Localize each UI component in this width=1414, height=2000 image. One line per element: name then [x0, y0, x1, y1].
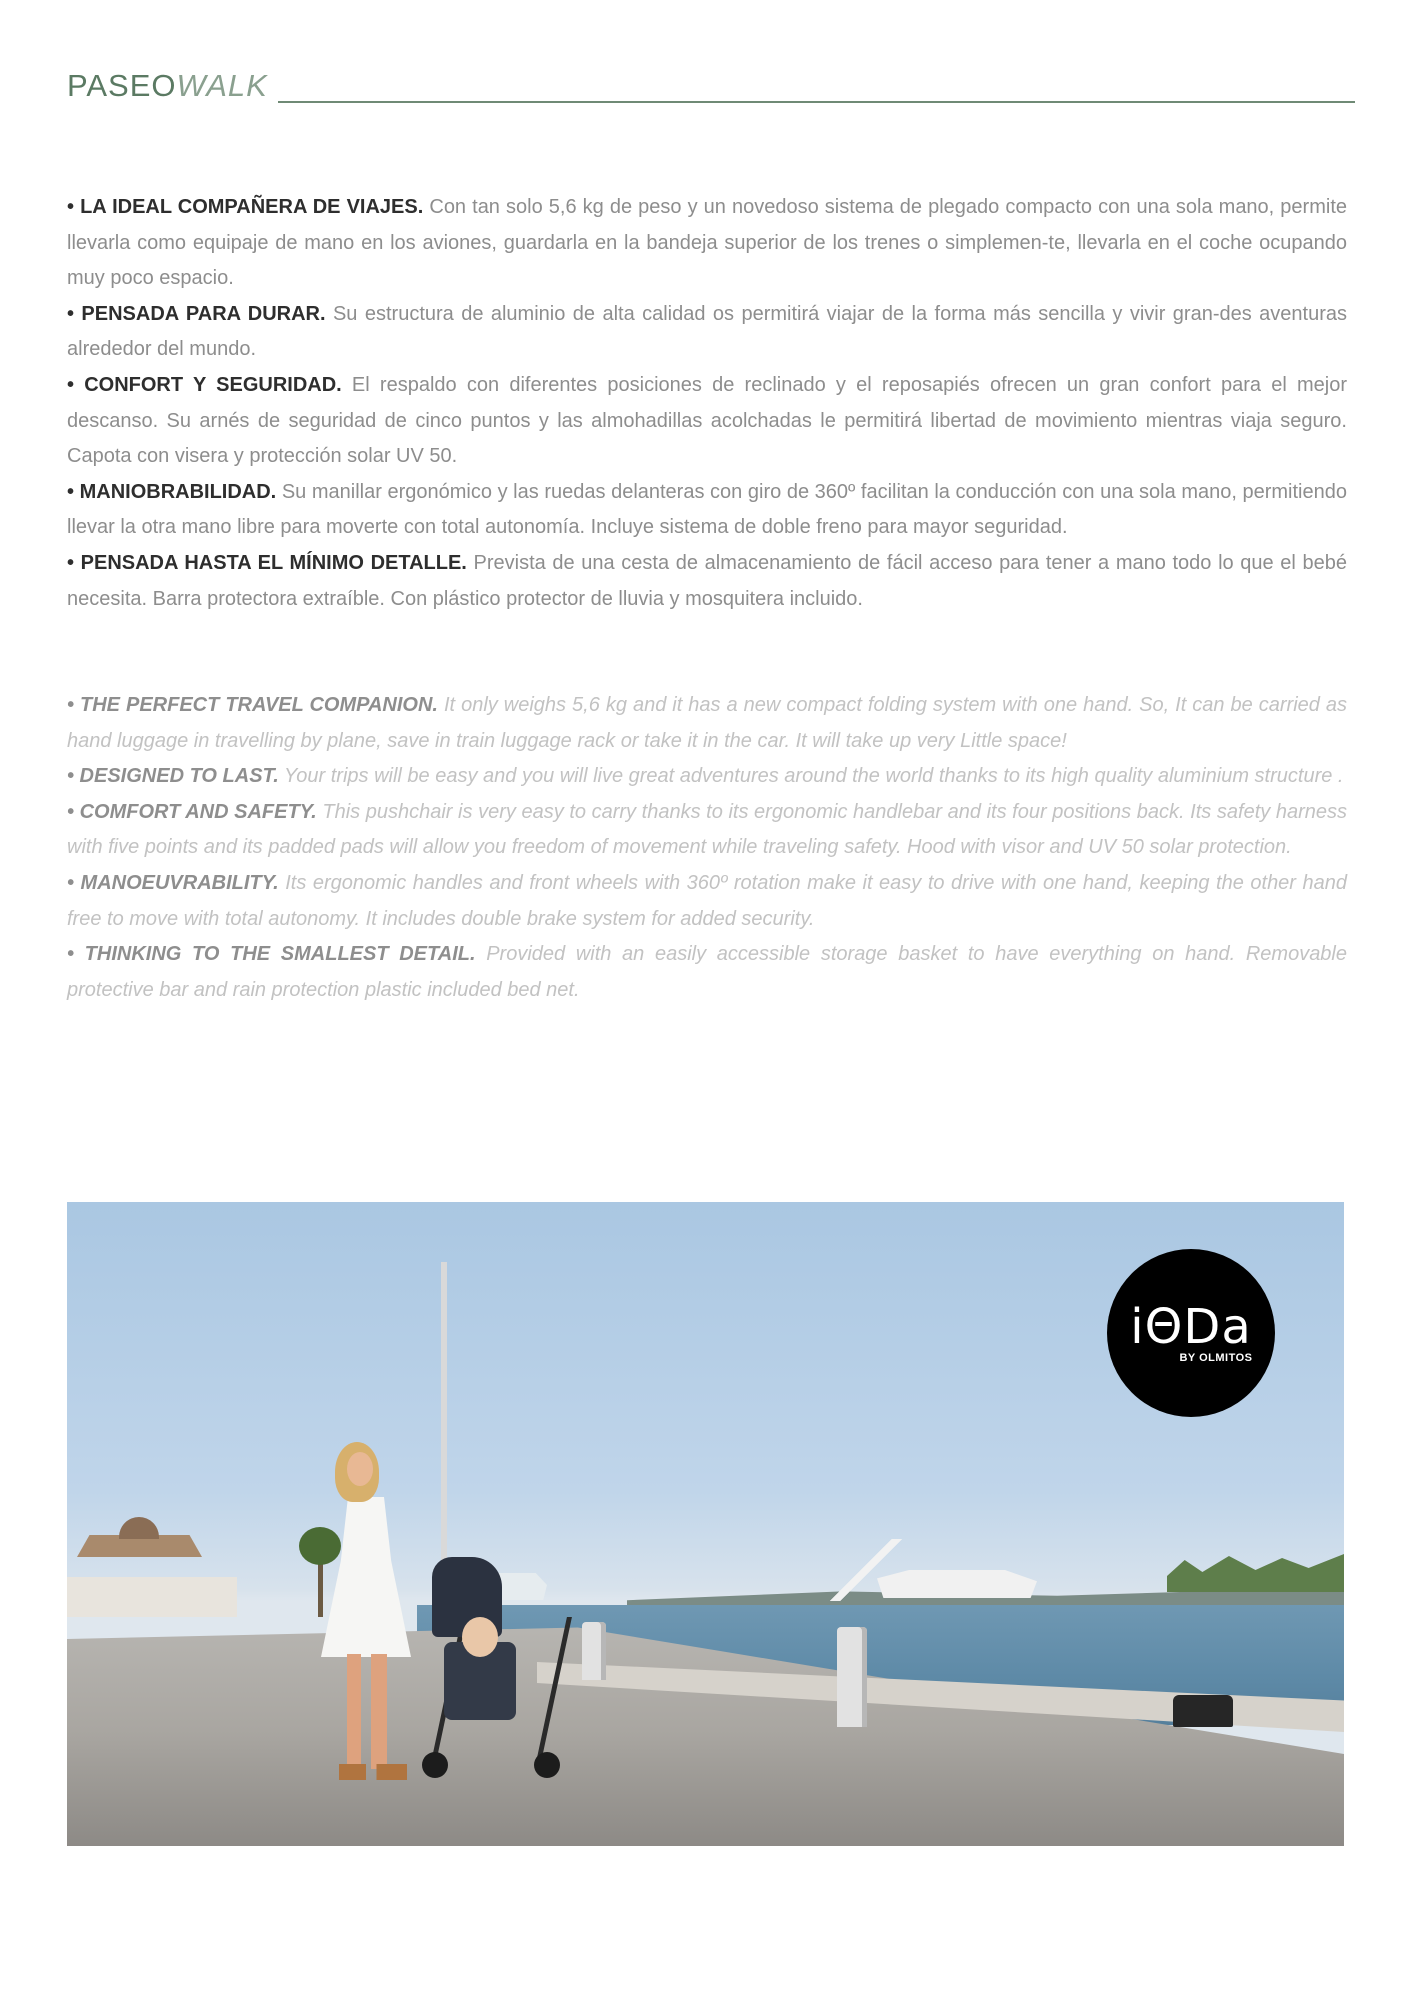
- feature-text: Prevista de una cesta de almacenamiento de fácil acceso para tener a mano todo lo que el bebé necesita. Barra protectora extraíble. Con plástico protector de lluvia y mosquitera incluido.: [67, 551, 1347, 610]
- page-header: [67, 66, 1347, 106]
- brand-logo: [1107, 1249, 1275, 1417]
- stroller: [422, 1557, 572, 1782]
- header-rule: [278, 101, 1355, 103]
- pavilion-base: [67, 1577, 237, 1617]
- feature-heading: • THE PERFECT TRAVEL COMPANION.: [67, 694, 438, 716]
- title-accent: WALK: [176, 68, 268, 103]
- feature-text: Provided with an easily accessible storage basket to have everything on hand. Removable protective bar and rain protection plastic included bed net.: [67, 943, 1348, 1001]
- feature-text: Your trips will be easy and you will live great adventures around the world thanks to its high quality aluminium structure .: [278, 765, 1344, 788]
- feature-text: It only weighs 5,6 kg and it has a new compact folding system with one hand. So, It can be carried as hand luggage in travelling by plane, save in train luggage rack or take it in the car. It will take up very Little space!: [67, 694, 1347, 752]
- feature-text: Su manillar ergonómico y las ruedas delanteras con giro de 360º facilitan la conducción con una sola mano, permitiendo llevar la otra mano libre para moverte con total autonomía. Incluye sistema de doble freno para mayor seguridad.: [67, 480, 1347, 539]
- feature-text: Su estructura de aluminio de alta calidad os permitirá viajar de la forma más sencilla y vivir gran-des aventuras alrededor del mundo.: [67, 302, 1347, 361]
- feature-paragraph: [67, 475, 1347, 546]
- bollard: [582, 1622, 606, 1680]
- feature-paragraph: [67, 190, 1347, 297]
- legs: [347, 1654, 387, 1769]
- english-description: [67, 688, 1347, 1008]
- feature-heading: • DESIGNED TO LAST.: [67, 765, 279, 788]
- product-photo: [67, 1202, 1344, 1846]
- bollard: [837, 1627, 867, 1727]
- sandals: [339, 1764, 407, 1780]
- logo-wordmark: iΘDa: [1130, 1299, 1252, 1355]
- mooring-cleat: [1173, 1695, 1233, 1727]
- stroller-wheel: [534, 1752, 560, 1778]
- feature-paragraph: [67, 795, 1347, 866]
- feature-heading: • MANOEUVRABILITY.: [67, 871, 279, 894]
- feature-text: Con tan solo 5,6 kg de peso y un novedoso sistema de plegado compacto con una sola mano, permite llevarla como equipaje de mano en los aviones, guardarla en la bandeja superior de los trenes o simplemen-te, llevarla en el coche ocupando muy poco espacio.: [67, 196, 1347, 290]
- woman-figure: [317, 1442, 427, 1782]
- feature-text: El respaldo con diferentes posiciones de reclinado y el reposapiés ofrecen un gran confort para el mejor descanso. Su arnés de seguridad de cinco puntos y las almohadillas acolchadas le permitirá libertad de movimiento mientras viaja seguro. Capota con visera y protección solar UV 50.: [67, 373, 1348, 468]
- pavilion: [67, 1517, 207, 1622]
- feature-heading: • LA IDEAL COMPAÑERA DE VIAJES.: [67, 196, 424, 218]
- logo-subtitle: BY OLMITOS: [1179, 1352, 1253, 1364]
- pavilion-dome: [119, 1517, 159, 1539]
- feature-paragraph: [67, 937, 1347, 1008]
- feature-heading: • THINKING TO THE SMALLEST DETAIL.: [67, 943, 476, 966]
- feature-text: Its ergonomic handles and front wheels with 360º rotation make it easy to drive with one hand, keeping the other hand free to move with total autonomy. It includes double brake system for added security.: [67, 871, 1347, 930]
- face: [347, 1452, 373, 1486]
- feature-heading: • CONFORT Y SEGURIDAD.: [67, 373, 342, 396]
- feature-paragraph: [67, 759, 1347, 795]
- child-figure: [462, 1617, 498, 1657]
- feature-paragraph: [67, 546, 1347, 617]
- white-dress: [321, 1497, 411, 1657]
- feature-paragraph: [67, 368, 1347, 475]
- feature-heading: • COMFORT AND SAFETY.: [67, 800, 317, 823]
- stroller-wheel: [422, 1752, 448, 1778]
- spanish-description: [67, 190, 1347, 617]
- feature-paragraph: [67, 866, 1347, 937]
- feature-heading: • MANIOBRABILIDAD.: [67, 480, 277, 503]
- feature-heading: • PENSADA PARA DURAR.: [67, 302, 326, 325]
- feature-paragraph: [67, 297, 1347, 368]
- feature-paragraph: [67, 688, 1347, 759]
- title-main: PASEO: [67, 68, 177, 103]
- feature-heading: • PENSADA HASTA EL MÍNIMO DETALLE.: [67, 551, 467, 574]
- section-title: [67, 66, 268, 106]
- palm-tree-line: [1167, 1552, 1344, 1592]
- feature-text: This pushchair is very easy to carry thanks to its ergonomic handlebar and its four positions back. Its safety harness with five points and its padded pads will allow you freedom of movement while traveling safety. Hood with visor and UV 50 solar protection.: [67, 800, 1348, 859]
- moored-boat: [877, 1570, 1037, 1598]
